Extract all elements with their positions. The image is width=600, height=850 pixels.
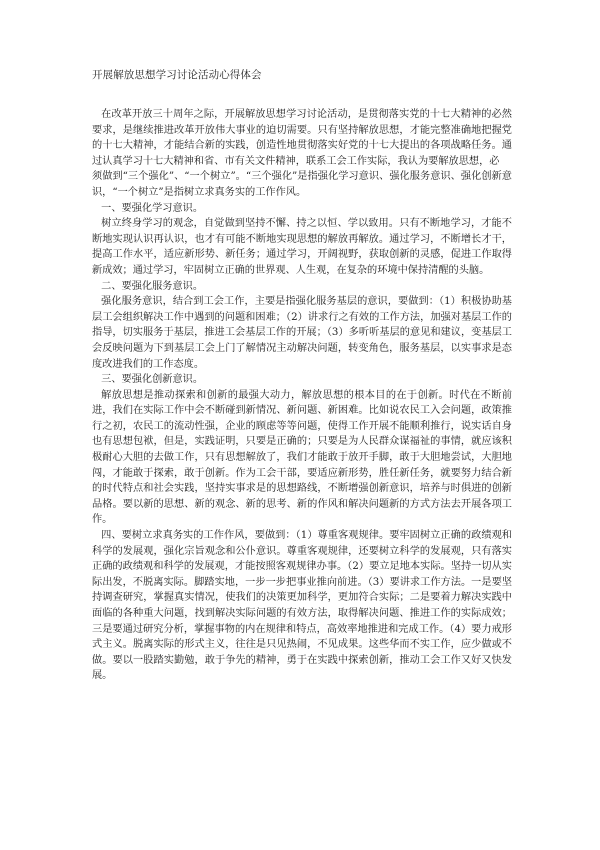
paragraph-learning: 树立终身学习的观念，自觉做到坚持不懈、持之以恒、学以致用。只有不断地学习，才能不断地实现认识再认识，也才有可能不断地实现思想的解放再解放。通过学习，不断增长才干，提高工作水平，适应新形势、新任务；通过学习，开阔视野，获取创新的灵感，促进工作取得新成效；通过学习，牢固树立正确的世界观、人生观，在复杂的环境中保持清醒的头脑。 bbox=[92, 218, 512, 276]
paragraph-intro-continued: 须做到“三个强化”、“一个树立”。“三个强化”是指强化学习意识、强化服务意识、强化创新意识，“一个树立”是指树立求真务实的工作作风。 bbox=[92, 171, 512, 198]
paragraph-innovation: 解放思想是推动探索和创新的最强大动力，解放思想的根本目的在于创新。时代在不断前进，我们在实际工作中会不断碰到新情况、新问题、新困难。比如说农民工入会问题，政策推行之初，农民工的流动性强，企业的顾虑等等问题，使得工作开展不能顺利推行，说实话自身也有思想包袱，但是，实践证明，只要是正确的；只要是为人民群众谋福祉的事情，就应该积极耐心大胆的去做工作，只有思想解放了，我们才能敢于放开手脚，敢于大胆地尝试，大胆地闯，才能敢于探索，敢于创新。作为工会干部，要适应新形势，胜任新任务，就要努力结合新的时代特点和社会实践，坚持实事求是的思想路线，不断增强创新意识，培养与时俱进的创新品格。要以新的思想、新的观念、新的思考、新的作风和解决问题新的方式方法去开展各项工作。 bbox=[92, 389, 512, 526]
section-heading-learning: 一、要强化学习意识。 bbox=[101, 202, 204, 214]
section-heading-service: 二、要强化服务意识。 bbox=[101, 280, 204, 292]
section-heading-innovation: 三、要强化创新意识。 bbox=[101, 374, 204, 386]
paragraph-service: 强化服务意识，结合到工会工作，主要是指强化服务基层的意识，要做到：（1）积极协助基层工会组织解决工作中遇到的问题和困难；（2）讲求行之有效的工作方法，加强对基层工作的指导，切实服务于基层，推进工会基层工作的开展；（3）多听听基层的意见和建议，变基层工会反映问题为下到基层工会上门了解情况主动解决问题，转变角色，服务基层，以实事求是态度改进我们的工作态度。 bbox=[92, 296, 512, 370]
paragraph-intro: 在改革开放三十周年之际，开展解放思想学习讨论活动，是贯彻落实党的十七大精神的必然要求，是继续推进改革开放伟大事业的迫切需要。只有坚持解放思想，才能完整准确地把握党的十七大精神，才能结合新的实践，创造性地贯彻落实好党的十七大提出的各项战略任务。通过认真学习十七大精神和省、市有关文件精神，联系工会工作实际，我认为要解放思想，必 bbox=[92, 109, 512, 167]
paragraph-work-style: 四、要树立求真务实的工作作风，要做到：（1）尊重客观规律。要牢固树立正确的政绩观和科学的发展观，强化宗旨观念和公仆意识。尊重客观规律，还要树立科学的发展观，只有落实正确的政绩观和科学的发展观，才能按照客观规律办事。（2）要立足地本实际。坚持一切从实际出发，不脱离实际。脚踏实地，一步一步把事业推向前进。（3）要讲求工作方法。一是要坚持调查研究，掌握真实情况，使我们的决策更加科学，更加符合实际；二是要着力解决实践中面临的各种重大问题，找到解决实际问题的有效方法，取得解决问题、推进工作的实际成效；三是要通过研究分析，掌握事物的内在规律和特点，高效率地推进和完成工作。（4）要力戒形式主义。脱离实际的形式主义，往往是只见热闹，不见成果。这些华而不实工作，应少做或不做。要以一股踏实勤勉，敢于争先的精神，勇于在实践中探索创新，推动工会工作又好又快发展。 bbox=[92, 530, 512, 682]
document-title: 开展解放思想学习讨论活动心得体会 bbox=[92, 69, 262, 81]
